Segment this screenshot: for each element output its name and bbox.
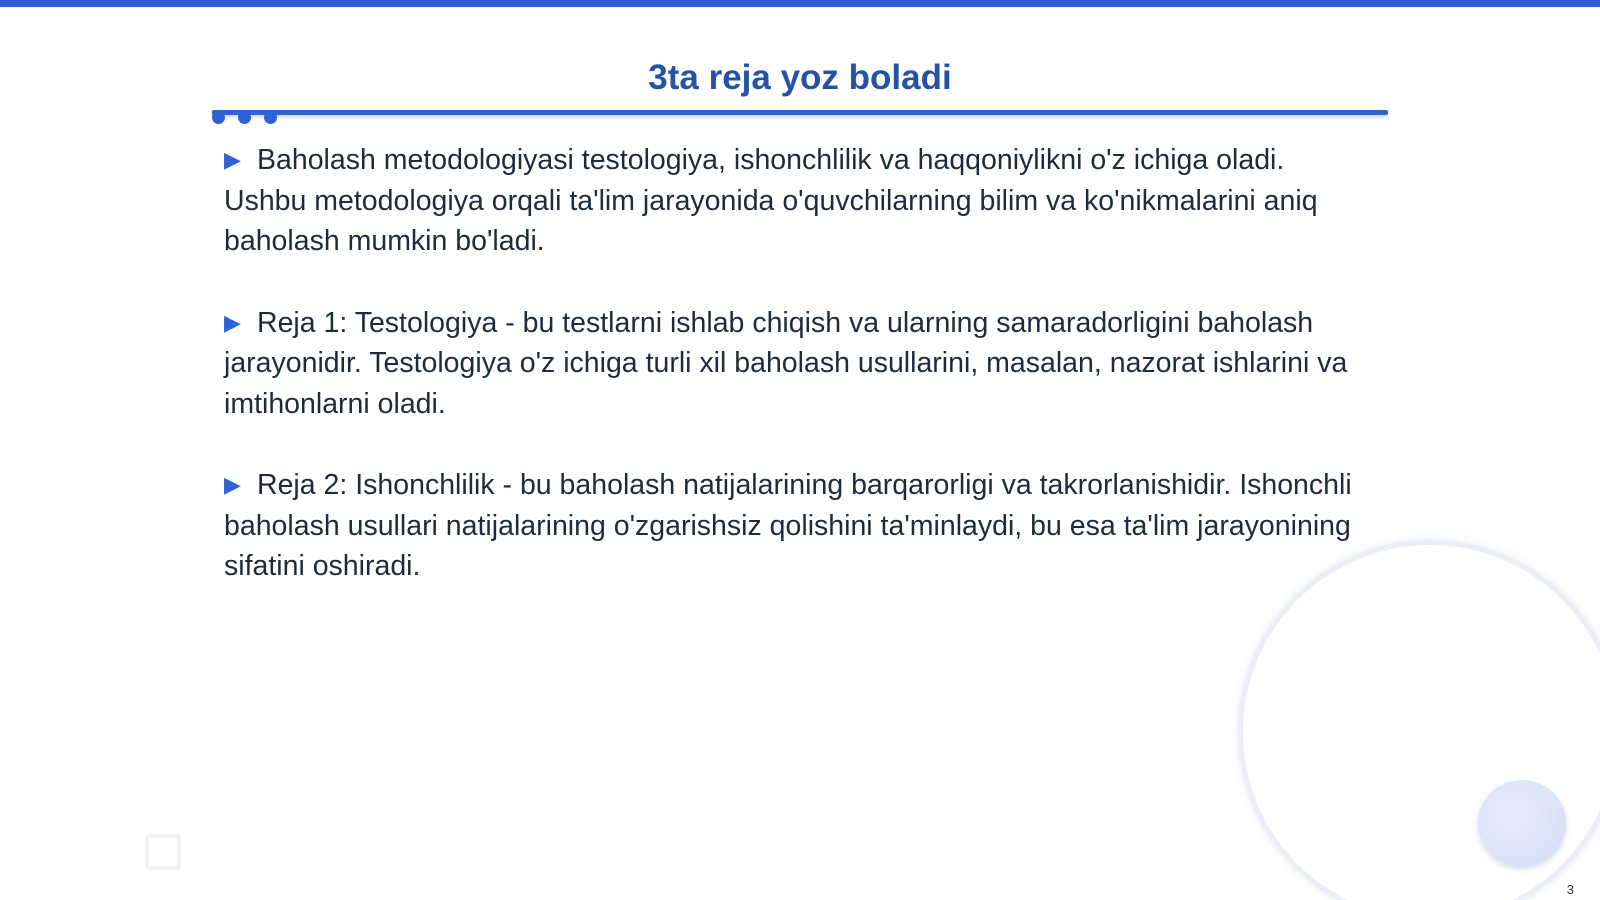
paragraph-intro	[224, 140, 1374, 262]
paragraph-reja-1	[224, 303, 1374, 425]
top-accent-bar	[0, 0, 1600, 7]
bullet-triangle-icon: ▶	[224, 309, 241, 335]
decor-dot	[264, 111, 277, 124]
bullet-triangle-icon: ▶	[224, 147, 241, 172]
slide-content	[224, 140, 1374, 628]
paragraph-reja-2	[224, 465, 1374, 587]
slide-title: 3ta reja yoz boladi	[648, 58, 952, 97]
bullet-triangle-icon: ▶	[224, 472, 241, 497]
decor-square	[145, 834, 181, 870]
title-underline	[212, 110, 1388, 115]
decor-dot	[212, 111, 225, 124]
paragraph-text: Reja 2: Ishonchlilik - bu baholash natijalarining barqarorligi va takrorlanishidir. Ishonchli baholash usullari natijalarining o'zgarishsiz qolishini ta'minlaydi, bu esa ta'lim jarayonining sifatini oshiradi.	[224, 469, 1352, 582]
decor-circle	[1478, 780, 1566, 866]
paragraph-text: Reja 1: Testologiya - bu testlarni ishlab chiqish va ularning samaradorligini baholash jarayonidir. Testologiya o'z ichiga turli xil baholash usullarini, masalan, nazorat ishlarini va imtihonlarni oladi.	[224, 306, 1348, 420]
paragraph-text: Baholash metodologiyasi testologiya, ishonchlilik va haqqoniylikni o'z ichiga oladi. Ushbu metodologiya orqali ta'lim jarayonida o'quvchilarning bilim va ko'nikmalarini aniq baholash mumkin bo'ladi.	[224, 144, 1318, 257]
decor-dot	[238, 111, 251, 124]
page-number: 3	[1566, 882, 1574, 897]
